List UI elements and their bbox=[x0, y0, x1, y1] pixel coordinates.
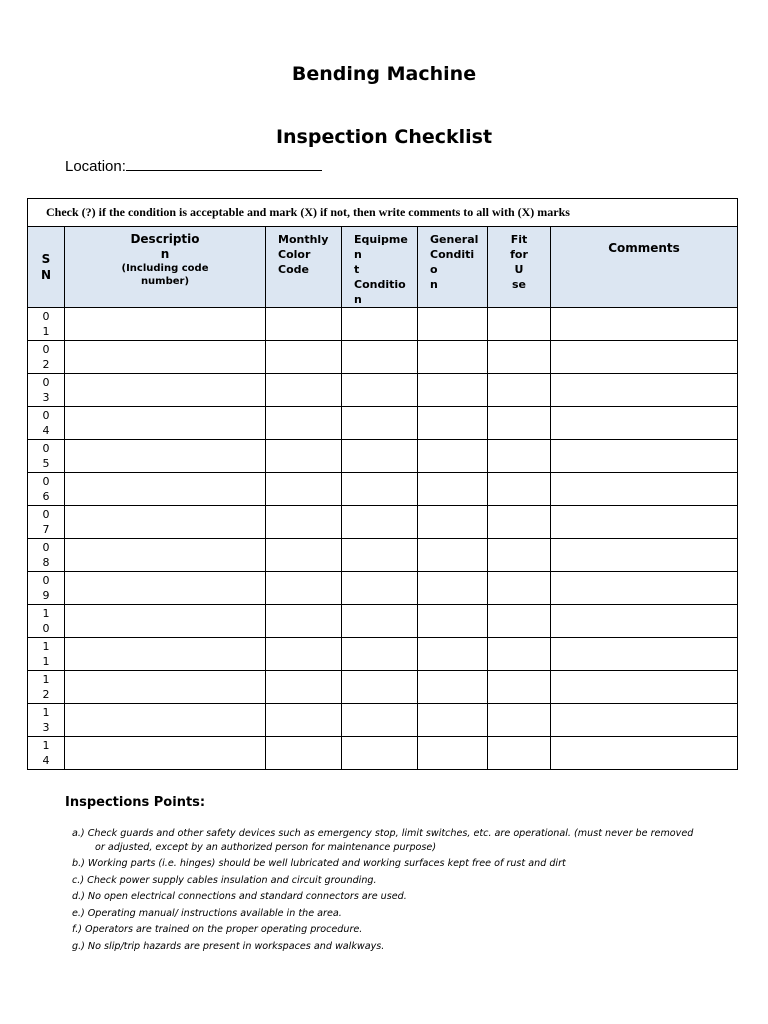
comments-cell[interactable] bbox=[551, 704, 738, 737]
fit-for-use-cell[interactable] bbox=[488, 440, 551, 473]
page-title: Bending Machine bbox=[291, 63, 477, 85]
row-number: 0 9 bbox=[28, 572, 65, 605]
general-condition-cell[interactable] bbox=[418, 605, 488, 638]
row-number: 1 1 bbox=[28, 638, 65, 671]
row-number: 1 0 bbox=[28, 605, 65, 638]
row-number: 0 7 bbox=[28, 506, 65, 539]
header-sn: S N bbox=[28, 227, 65, 308]
general-condition-cell[interactable] bbox=[418, 671, 488, 704]
equipment-condition-cell[interactable] bbox=[342, 572, 418, 605]
fit-for-use-cell[interactable] bbox=[488, 671, 551, 704]
description-cell[interactable] bbox=[65, 539, 266, 572]
equipment-condition-cell[interactable] bbox=[342, 638, 418, 671]
general-condition-cell[interactable] bbox=[418, 473, 488, 506]
table-row bbox=[28, 440, 738, 473]
description-cell[interactable] bbox=[65, 341, 266, 374]
monthly-color-code-cell[interactable] bbox=[266, 737, 342, 770]
fit-for-use-cell[interactable] bbox=[488, 539, 551, 572]
table-row bbox=[28, 572, 738, 605]
monthly-color-code-cell[interactable] bbox=[266, 473, 342, 506]
equipment-condition-cell[interactable] bbox=[342, 737, 418, 770]
row-number: 0 4 bbox=[28, 407, 65, 440]
table-row bbox=[28, 407, 738, 440]
general-condition-cell[interactable] bbox=[418, 407, 488, 440]
fit-for-use-cell[interactable] bbox=[488, 605, 551, 638]
description-cell[interactable] bbox=[65, 440, 266, 473]
inspection-points-list bbox=[72, 827, 712, 956]
equipment-condition-cell[interactable] bbox=[342, 308, 418, 341]
header-monthly-color-code: Monthly Color Code bbox=[266, 227, 342, 308]
fit-for-use-cell[interactable] bbox=[488, 572, 551, 605]
comments-cell[interactable] bbox=[551, 440, 738, 473]
monthly-color-code-cell[interactable] bbox=[266, 704, 342, 737]
description-cell[interactable] bbox=[65, 506, 266, 539]
table-row bbox=[28, 638, 738, 671]
fit-for-use-cell[interactable] bbox=[488, 473, 551, 506]
general-condition-cell[interactable] bbox=[418, 737, 488, 770]
fit-for-use-cell[interactable] bbox=[488, 374, 551, 407]
row-number: 0 1 bbox=[28, 308, 65, 341]
fit-for-use-cell[interactable] bbox=[488, 638, 551, 671]
monthly-color-code-cell[interactable] bbox=[266, 638, 342, 671]
table-row bbox=[28, 539, 738, 572]
row-number: 0 8 bbox=[28, 539, 65, 572]
monthly-color-code-cell[interactable] bbox=[266, 539, 342, 572]
comments-cell[interactable] bbox=[551, 572, 738, 605]
comments-cell[interactable] bbox=[551, 605, 738, 638]
monthly-color-code-cell[interactable] bbox=[266, 308, 342, 341]
equipment-condition-cell[interactable] bbox=[342, 374, 418, 407]
table-row bbox=[28, 506, 738, 539]
general-condition-cell[interactable] bbox=[418, 704, 488, 737]
inspection-point: c.) Check power supply cables insulation and circuit grounding. bbox=[72, 874, 377, 886]
inspection-point: d.) No open electrical connections and standard connectors are used. bbox=[72, 891, 407, 902]
location-label: Location: bbox=[65, 158, 126, 175]
location-field bbox=[65, 155, 322, 175]
row-number: 0 2 bbox=[28, 341, 65, 374]
inspection-point: f.) Operators are trained on the proper operating procedure. bbox=[72, 924, 363, 935]
equipment-condition-cell[interactable] bbox=[342, 407, 418, 440]
equipment-condition-cell[interactable] bbox=[342, 506, 418, 539]
table-row bbox=[28, 737, 738, 770]
header-description: Descriptio n (Including code number) bbox=[65, 227, 266, 308]
location-blank bbox=[126, 155, 322, 171]
comments-cell[interactable] bbox=[551, 506, 738, 539]
comments-cell[interactable] bbox=[551, 671, 738, 704]
comments-cell[interactable] bbox=[551, 737, 738, 770]
instructions-text: Check (?) if the condition is acceptable and mark (X) if not, then write comments to all with (X) marks bbox=[28, 199, 738, 227]
fit-for-use-cell[interactable] bbox=[488, 737, 551, 770]
general-condition-cell[interactable] bbox=[418, 374, 488, 407]
row-number: 1 3 bbox=[28, 704, 65, 737]
table-row bbox=[28, 704, 738, 737]
inspection-point: b.) Working parts (i.e. hinges) should be well lubricated and working surfaces kept free of rust and dirt bbox=[72, 858, 566, 869]
comments-cell[interactable] bbox=[551, 539, 738, 572]
fit-for-use-cell[interactable] bbox=[488, 407, 551, 440]
header-equipment-condition: Equipmen t Conditio n bbox=[342, 227, 418, 308]
equipment-condition-cell[interactable] bbox=[342, 704, 418, 737]
description-cell[interactable] bbox=[65, 374, 266, 407]
table-row bbox=[28, 374, 738, 407]
general-condition-cell[interactable] bbox=[418, 539, 488, 572]
table-row bbox=[28, 605, 738, 638]
description-cell[interactable] bbox=[65, 407, 266, 440]
monthly-color-code-cell[interactable] bbox=[266, 440, 342, 473]
equipment-condition-cell[interactable] bbox=[342, 605, 418, 638]
equipment-condition-cell[interactable] bbox=[342, 341, 418, 374]
general-condition-cell[interactable] bbox=[418, 638, 488, 671]
inspection-point: a.) Check guards and other safety devices such as emergency stop, limit switches, etc. are operational. (must never be removed or adjusted, except by an authorized person for maintenance purpose) bbox=[72, 828, 694, 853]
row-number: 1 4 bbox=[28, 737, 65, 770]
description-cell[interactable] bbox=[65, 473, 266, 506]
description-cell[interactable] bbox=[65, 605, 266, 638]
description-cell[interactable] bbox=[65, 671, 266, 704]
description-cell[interactable] bbox=[65, 572, 266, 605]
row-number: 1 2 bbox=[28, 671, 65, 704]
monthly-color-code-cell[interactable] bbox=[266, 572, 342, 605]
comments-cell[interactable] bbox=[551, 374, 738, 407]
description-cell[interactable] bbox=[65, 308, 266, 341]
comments-cell[interactable] bbox=[551, 473, 738, 506]
monthly-color-code-cell[interactable] bbox=[266, 341, 342, 374]
fit-for-use-cell[interactable] bbox=[488, 506, 551, 539]
monthly-color-code-cell[interactable] bbox=[266, 407, 342, 440]
table-row bbox=[28, 671, 738, 704]
general-condition-cell[interactable] bbox=[418, 440, 488, 473]
general-condition-cell[interactable] bbox=[418, 341, 488, 374]
comments-cell[interactable] bbox=[551, 407, 738, 440]
fit-for-use-cell[interactable] bbox=[488, 704, 551, 737]
equipment-condition-cell[interactable] bbox=[342, 671, 418, 704]
description-cell[interactable] bbox=[65, 704, 266, 737]
header-fit-for-use: Fit for U se bbox=[488, 227, 551, 308]
inspection-point: e.) Operating manual/ instructions available in the area. bbox=[72, 907, 342, 919]
monthly-color-code-cell[interactable] bbox=[266, 506, 342, 539]
general-condition-cell[interactable] bbox=[418, 572, 488, 605]
comments-cell[interactable] bbox=[551, 308, 738, 341]
equipment-condition-cell[interactable] bbox=[342, 473, 418, 506]
general-condition-cell[interactable] bbox=[418, 506, 488, 539]
table-row bbox=[28, 341, 738, 374]
comments-cell[interactable] bbox=[551, 341, 738, 374]
fit-for-use-cell[interactable] bbox=[488, 308, 551, 341]
row-number: 0 5 bbox=[28, 440, 65, 473]
comments-cell[interactable] bbox=[551, 638, 738, 671]
description-cell[interactable] bbox=[65, 737, 266, 770]
row-number: 0 3 bbox=[28, 374, 65, 407]
table-row bbox=[28, 308, 738, 341]
inspection-point: g.) No slip/trip hazards are present in workspaces and walkways. bbox=[72, 940, 385, 952]
monthly-color-code-cell[interactable] bbox=[266, 374, 342, 407]
equipment-condition-cell[interactable] bbox=[342, 440, 418, 473]
header-general-condition: General Conditio n bbox=[418, 227, 488, 308]
general-condition-cell[interactable] bbox=[418, 308, 488, 341]
fit-for-use-cell[interactable] bbox=[488, 341, 551, 374]
table-row bbox=[28, 473, 738, 506]
inspection-points-title: Inspections Points: bbox=[65, 795, 206, 810]
equipment-condition-cell[interactable] bbox=[342, 539, 418, 572]
monthly-color-code-cell[interactable] bbox=[266, 605, 342, 638]
header-comments: Comments bbox=[551, 227, 738, 308]
row-number: 0 6 bbox=[28, 473, 65, 506]
page-subtitle: Inspection Checklist bbox=[275, 126, 493, 148]
checklist-table bbox=[27, 198, 738, 770]
monthly-color-code-cell[interactable] bbox=[266, 671, 342, 704]
description-cell[interactable] bbox=[65, 638, 266, 671]
